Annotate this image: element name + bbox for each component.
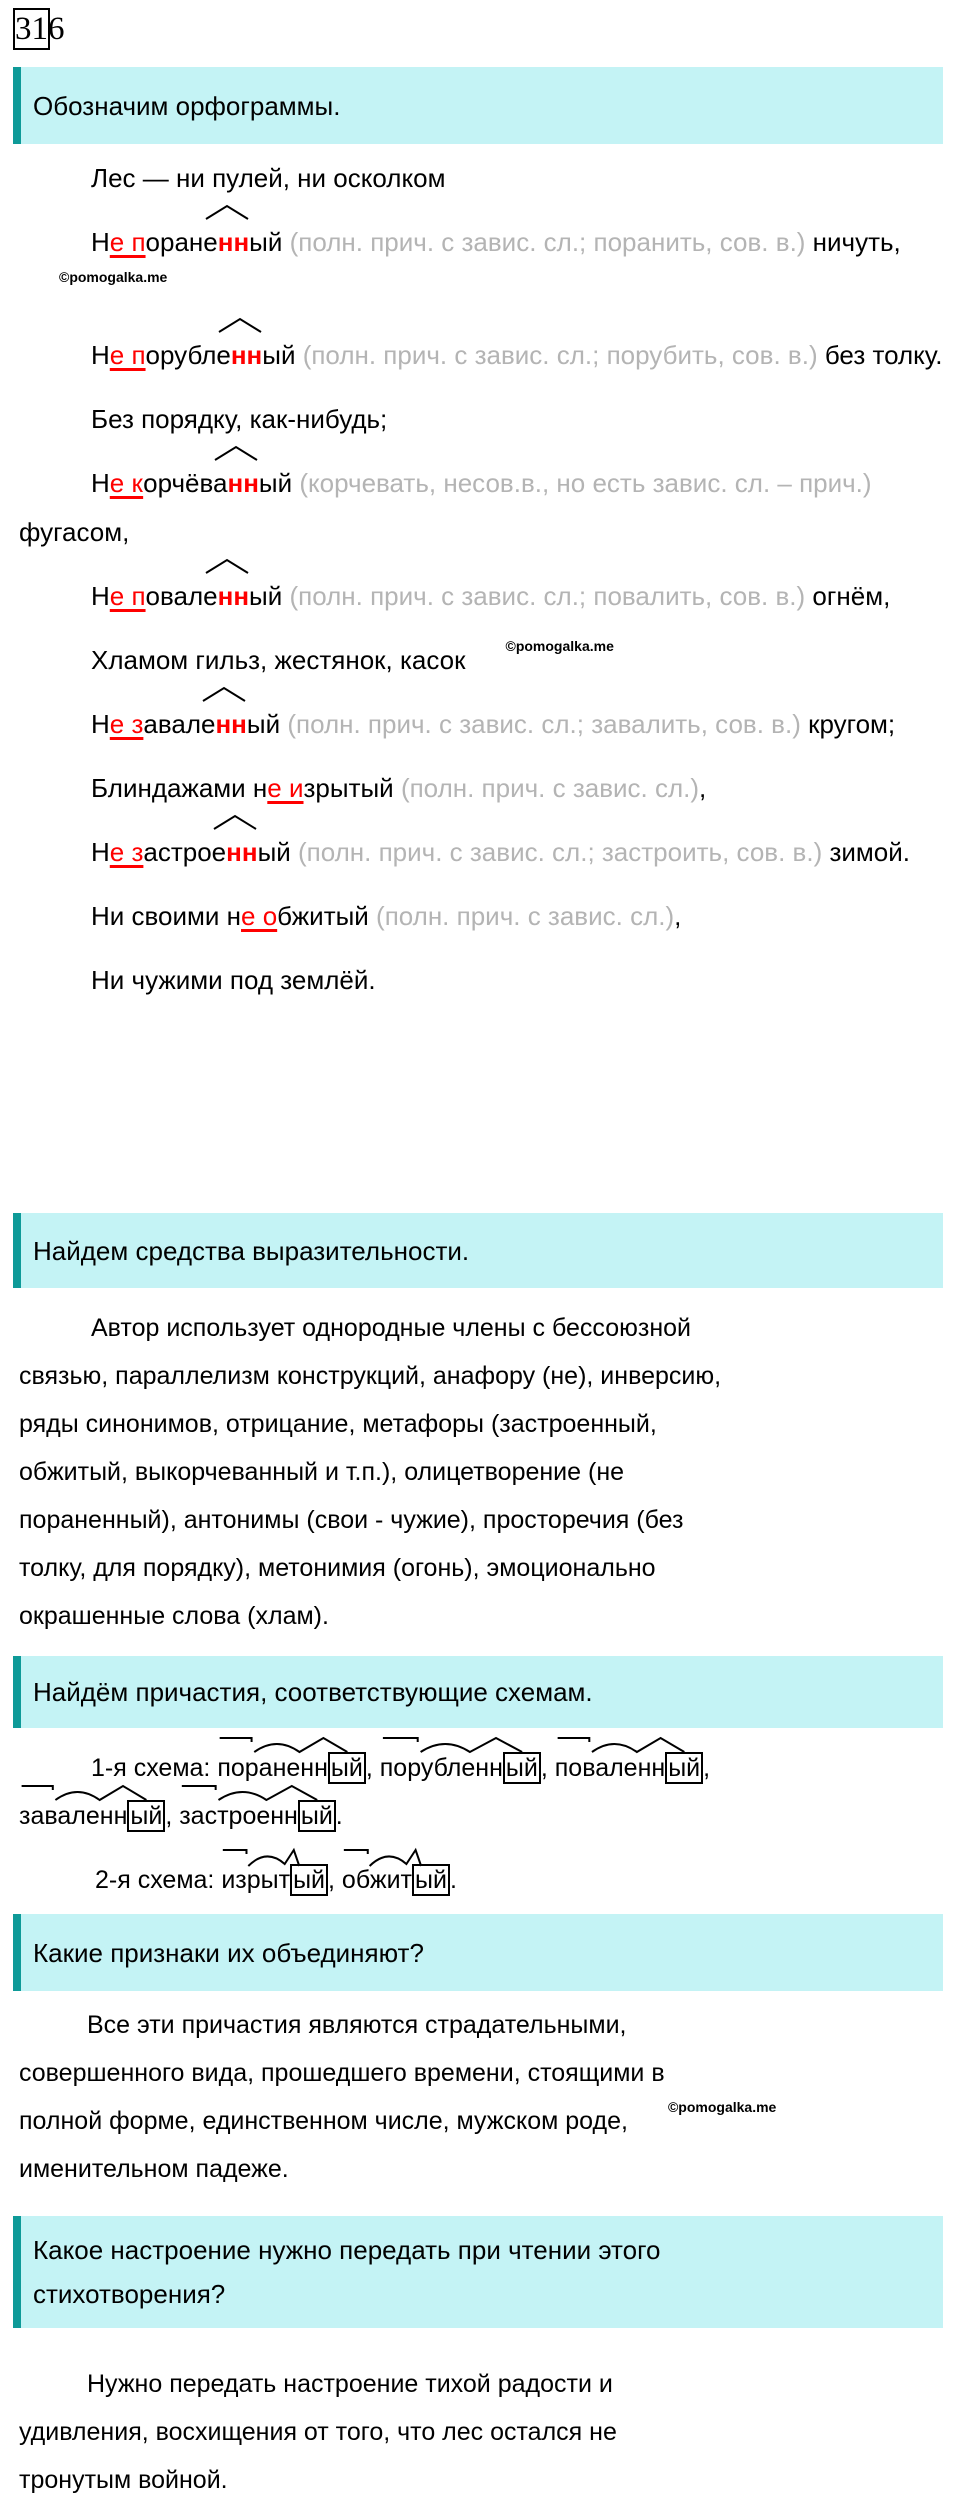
grammar-comment: (полн. прич. с завис. сл.; застроить, сов. в.) bbox=[298, 837, 823, 867]
paragraph-line-text: ряды синонимов, отрицание, метафоры (застроенный, bbox=[19, 1410, 657, 1438]
morpheme-scheme-icon bbox=[221, 1846, 312, 1868]
paragraph-line-text: Все эти причастия являются страдательными, bbox=[87, 2011, 627, 2039]
poem-line bbox=[19, 764, 944, 813]
mood-paragraph bbox=[19, 2360, 949, 2504]
poem-text: ый bbox=[262, 340, 303, 370]
poem-text: орчёва bbox=[143, 468, 228, 498]
paragraph-line bbox=[19, 2456, 949, 2504]
word-ending-box: ый bbox=[665, 1752, 703, 1784]
schema-word bbox=[179, 1792, 298, 1840]
spelling-ne-highlight: е з bbox=[109, 837, 144, 867]
paragraph-line bbox=[19, 1592, 949, 1640]
poem-text: зрытый bbox=[303, 773, 401, 803]
paragraph-line-text: полной форме, единственном числе, мужском роде, bbox=[19, 2107, 628, 2135]
suffix-nn bbox=[226, 828, 257, 877]
suffix-text: нн bbox=[215, 709, 247, 739]
suffix-nn bbox=[218, 572, 249, 621]
poem-text: Н bbox=[91, 227, 110, 257]
poem-line bbox=[19, 572, 944, 621]
schema-1-label: 1-я схема: bbox=[91, 1754, 211, 1782]
poem-text: овале bbox=[145, 581, 218, 611]
poem-line bbox=[19, 459, 944, 557]
word-stem: поваленн bbox=[554, 1754, 666, 1782]
suffix-nn bbox=[227, 459, 258, 508]
watermark: ©pomogalka.me bbox=[505, 638, 614, 654]
word-stem: заваленн bbox=[19, 1802, 128, 1830]
schema-2-label: 2-я схема: bbox=[95, 1866, 215, 1894]
morpheme-scheme-icon bbox=[179, 1782, 320, 1804]
paragraph-line-text: пораненный), антонимы (свои - чужие), просторечия (без bbox=[19, 1506, 684, 1534]
poem-text: Н bbox=[91, 709, 110, 739]
poem-text: ый bbox=[249, 581, 290, 611]
paragraph-line bbox=[19, 1496, 949, 1544]
poem-text: орубле bbox=[145, 340, 231, 370]
morpheme-scheme-icon bbox=[380, 1734, 525, 1756]
watermark: ©pomogalka.me bbox=[59, 269, 168, 285]
paragraph-line bbox=[19, 2145, 949, 2193]
poem-text: Без порядку, как-нибудь; bbox=[91, 404, 388, 434]
schema-word bbox=[19, 1792, 127, 1840]
word-stem: изрыт bbox=[221, 1866, 291, 1894]
spelling-ne-highlight: е п bbox=[109, 340, 146, 370]
suffix-nn bbox=[231, 331, 262, 380]
suffix-roof-icon bbox=[204, 558, 250, 574]
poem-text: ый bbox=[257, 837, 298, 867]
morpheme-scheme-icon bbox=[555, 1734, 687, 1756]
suffix-roof-icon bbox=[212, 814, 258, 830]
exercise-number: 316 bbox=[13, 8, 50, 50]
word-stem: порубленн bbox=[379, 1754, 503, 1782]
poem-line bbox=[19, 828, 944, 877]
paragraph-line bbox=[19, 1352, 949, 1400]
paragraph-line-text: совершенного вида, прошедшего времени, стоящими в bbox=[19, 2059, 665, 2087]
poem-text: Н bbox=[91, 837, 110, 867]
word-ending-box: ый bbox=[503, 1752, 541, 1784]
paragraph-line-text: Нужно передать настроение тихой радости и bbox=[87, 2370, 613, 2398]
punctuation: , bbox=[165, 1802, 180, 1830]
paragraph-line-text: именительном падеже. bbox=[19, 2155, 289, 2183]
paragraph-line bbox=[19, 1304, 949, 1352]
word-ending-box: ый bbox=[328, 1752, 366, 1784]
grammar-comment: (полн. прич. с завис. сл.; завалить, сов. в.) bbox=[287, 709, 801, 739]
poem-line bbox=[19, 395, 944, 444]
spelling-ne-highlight: е з bbox=[109, 709, 144, 739]
poem-text: Ни своими н bbox=[91, 901, 242, 931]
word-stem: застроенн bbox=[179, 1802, 298, 1830]
header-text: стихотворения? bbox=[33, 2279, 226, 2309]
word-ending-box: ый bbox=[412, 1864, 450, 1896]
spelling-ne-highlight: е о bbox=[241, 901, 278, 931]
word-stem: пораненн bbox=[217, 1754, 328, 1782]
poem-text: Лес — ни пулей, ни осколком bbox=[91, 163, 446, 193]
punctuation: , bbox=[328, 1866, 342, 1894]
morpheme-scheme-icon bbox=[217, 1734, 350, 1756]
poem-line bbox=[19, 331, 944, 380]
poem-text: Блиндажами н bbox=[91, 773, 268, 803]
poem-line bbox=[19, 218, 944, 316]
suffix-nn bbox=[215, 700, 246, 749]
suffix-text: нн bbox=[226, 837, 258, 867]
means-paragraph bbox=[19, 1304, 949, 1640]
header-text: Какое настроение нужно передать при чтении этого bbox=[33, 2235, 661, 2265]
paragraph-line-text: удивления, восхищения от того, что лес остался не bbox=[19, 2418, 617, 2446]
poem-text: ый bbox=[258, 468, 300, 498]
paragraph-line-text: обжитый, выкорчеванный и т.п.), олицетворение (не bbox=[19, 1458, 625, 1486]
word-ending-box: ый bbox=[298, 1800, 336, 1832]
poem-text: оране bbox=[145, 227, 218, 257]
poem-text: , bbox=[699, 773, 707, 803]
poem-text: , bbox=[674, 901, 682, 931]
schema-word bbox=[342, 1856, 412, 1904]
grammar-comment: (полн. прич. с завис. сл.; поранить, сов. в.) bbox=[289, 227, 806, 257]
grammar-comment: (полн. прич. с завис. сл.; порубить, сов. в.) bbox=[302, 340, 818, 370]
morpheme-scheme-icon bbox=[342, 1846, 434, 1868]
paragraph-line-text: Автор использует однородные члены с бессоюзной bbox=[91, 1314, 691, 1342]
poem-text: бжитый bbox=[277, 901, 377, 931]
word-ending-box: ый bbox=[127, 1800, 165, 1832]
paragraph-line bbox=[19, 1400, 949, 1448]
suffix-text: нн bbox=[230, 340, 263, 370]
section-header-means bbox=[13, 1213, 943, 1288]
spelling-ne-highlight: е п bbox=[109, 581, 146, 611]
grammar-comment: (полн. прич. с завис. сл.) bbox=[400, 773, 700, 803]
word-stem: обжит bbox=[341, 1866, 413, 1894]
poem-text: ый bbox=[249, 227, 290, 257]
poem-text: ый bbox=[246, 709, 288, 739]
poem-line bbox=[19, 956, 944, 1005]
section-header-mood bbox=[13, 2216, 943, 2328]
header-text: Обозначим орфограммы. bbox=[33, 90, 341, 121]
poem-text: Н bbox=[91, 468, 110, 498]
poem-text: кругом; bbox=[800, 709, 896, 739]
poem-line bbox=[19, 700, 944, 749]
suffix-roof-icon bbox=[213, 445, 259, 461]
section-header-features bbox=[13, 1914, 943, 1991]
suffix-text: нн bbox=[217, 227, 250, 257]
paragraph-line-text: толку, для порядку), метонимия (огонь), эмоционально bbox=[19, 1554, 656, 1582]
morpheme-scheme-icon bbox=[19, 1782, 149, 1804]
header-text: Какие признаки их объединяют? bbox=[33, 1937, 424, 1968]
paragraph-line bbox=[19, 2097, 949, 2145]
punctuation: , bbox=[365, 1754, 380, 1782]
spelling-ne-highlight: е и bbox=[267, 773, 304, 803]
grammar-comment: (полн. прич. с завис. сл.; повалить, сов. в.) bbox=[289, 581, 806, 611]
word-ending-box: ый bbox=[290, 1864, 328, 1896]
poem-text: Н bbox=[91, 340, 110, 370]
punctuation: . bbox=[335, 1802, 343, 1830]
schema-word bbox=[221, 1856, 290, 1904]
paragraph-line bbox=[19, 2360, 949, 2408]
section-header-orthograms bbox=[13, 67, 943, 144]
poem-text: огнём, bbox=[805, 581, 891, 611]
poem-text: ничуть, bbox=[805, 227, 901, 257]
spelling-ne-highlight: е к bbox=[109, 468, 144, 498]
paragraph-line bbox=[19, 2408, 949, 2456]
grammar-comment: (полн. прич. с завис. сл.) bbox=[376, 901, 675, 931]
poem-text: без толку. bbox=[817, 340, 943, 370]
poem bbox=[19, 154, 944, 1020]
schema-block bbox=[19, 1744, 949, 1904]
punctuation: , bbox=[703, 1754, 711, 1782]
paragraph-line-text: тронутым войной. bbox=[19, 2466, 228, 2494]
paragraph-line bbox=[19, 2049, 949, 2097]
grammar-comment: (корчевать, несов.в., но есть завис. сл. – прич.) bbox=[299, 468, 872, 498]
section-header-schemas bbox=[13, 1656, 943, 1728]
poem-text: зимой. bbox=[822, 837, 910, 867]
schema-word bbox=[380, 1744, 503, 1792]
poem-line bbox=[19, 636, 944, 685]
poem-text: астрое bbox=[143, 837, 227, 867]
punctuation: , bbox=[540, 1754, 555, 1782]
poem-text: авале bbox=[143, 709, 216, 739]
poem-line bbox=[19, 892, 944, 941]
paragraph-line-text: связью, параллелизм конструкций, анафору (не), инверсию, bbox=[19, 1362, 722, 1390]
suffix-nn bbox=[218, 218, 249, 267]
paragraph-line bbox=[19, 2001, 949, 2049]
suffix-text: нн bbox=[217, 581, 250, 611]
suffix-roof-icon bbox=[217, 317, 263, 333]
features-paragraph bbox=[19, 2001, 949, 2193]
spelling-ne-highlight: е п bbox=[109, 227, 146, 257]
poem-text: фугасом, bbox=[19, 517, 130, 547]
paragraph-line bbox=[19, 1448, 949, 1496]
punctuation: . bbox=[449, 1866, 457, 1894]
poem-text: Ни чужими под землёй. bbox=[91, 965, 376, 995]
header-text: Найдём причастия, соответствующие схемам. bbox=[33, 1677, 593, 1707]
schema-word bbox=[555, 1744, 665, 1792]
watermark: ©pomogalka.me bbox=[667, 2099, 777, 2115]
paragraph-line bbox=[19, 1544, 949, 1592]
poem-text: Н bbox=[91, 581, 110, 611]
poem-line bbox=[19, 154, 944, 203]
suffix-roof-icon bbox=[201, 686, 247, 702]
suffix-roof-icon bbox=[204, 204, 250, 220]
paragraph-line-text: окрашенные слова (хлам). bbox=[19, 1602, 329, 1630]
suffix-text: нн bbox=[227, 468, 259, 498]
header-text: Найдем средства выразительности. bbox=[33, 1235, 470, 1266]
poem-text: Хламом гильз, жестянок, касок bbox=[91, 645, 466, 675]
